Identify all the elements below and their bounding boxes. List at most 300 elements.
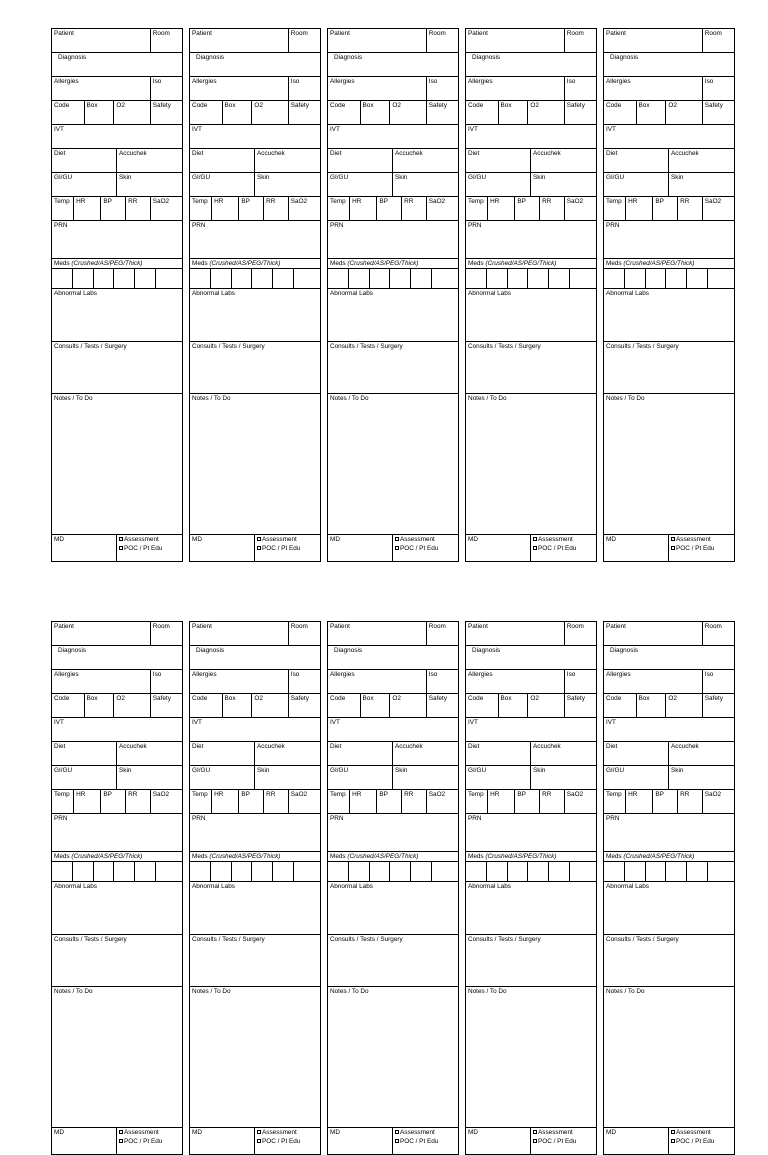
abnormal_labs-field[interactable] (190, 882, 320, 934)
patient-field[interactable] (604, 622, 703, 645)
checkbox-icon[interactable] (257, 1139, 261, 1143)
accuchek-field[interactable] (255, 742, 320, 765)
temp-field[interactable] (466, 197, 488, 220)
checkbox-icon[interactable] (119, 1139, 123, 1143)
o2-field[interactable] (252, 101, 288, 124)
notes-field[interactable] (466, 394, 596, 534)
med-box[interactable] (390, 862, 411, 881)
temp-field[interactable] (52, 790, 74, 813)
notes-field[interactable] (52, 987, 182, 1127)
assessment-option[interactable] (119, 1129, 180, 1137)
bp-field[interactable] (653, 197, 678, 220)
allergies-field[interactable] (328, 77, 427, 100)
med-box[interactable] (94, 269, 115, 288)
gigu-field[interactable] (52, 766, 117, 789)
sao2-field[interactable] (427, 197, 458, 220)
hr-field[interactable] (488, 197, 515, 220)
med-box[interactable] (156, 862, 182, 881)
temp-field[interactable] (328, 197, 350, 220)
rr-field[interactable] (126, 197, 151, 220)
abnormal_labs-field[interactable] (190, 289, 320, 341)
patient-field[interactable] (328, 29, 427, 52)
diagnosis-field[interactable] (466, 53, 596, 76)
med-box[interactable] (232, 862, 253, 881)
meds-label[interactable] (604, 852, 734, 861)
med-box[interactable] (604, 269, 625, 288)
med-box[interactable] (466, 862, 487, 881)
med-box[interactable] (370, 862, 391, 881)
bp-field[interactable] (515, 197, 540, 220)
rr-field[interactable] (678, 790, 703, 813)
patient-field[interactable] (190, 29, 289, 52)
safety-field[interactable] (427, 101, 458, 124)
med-box[interactable] (390, 269, 411, 288)
o2-field[interactable] (666, 694, 702, 717)
patient-card[interactable] (327, 28, 459, 562)
meds-label[interactable] (466, 259, 596, 268)
allergies-field[interactable] (466, 77, 565, 100)
temp-field[interactable] (190, 197, 212, 220)
skin-field[interactable] (393, 766, 458, 789)
med-box[interactable] (252, 269, 273, 288)
iso-field[interactable] (289, 77, 320, 100)
med-box[interactable] (528, 862, 549, 881)
code-field[interactable] (604, 694, 637, 717)
prn-field[interactable] (52, 221, 182, 258)
consults-field[interactable] (604, 342, 734, 393)
med-box[interactable] (370, 269, 391, 288)
diagnosis-field[interactable] (52, 646, 182, 669)
checkbox-icon[interactable] (533, 537, 537, 541)
prn-field[interactable] (328, 814, 458, 851)
safety-field[interactable] (289, 101, 320, 124)
med-box[interactable] (294, 862, 320, 881)
med-box[interactable] (687, 269, 708, 288)
o2-field[interactable] (114, 101, 150, 124)
med-box[interactable] (625, 269, 646, 288)
accuchek-field[interactable] (669, 149, 734, 172)
med-box[interactable] (211, 269, 232, 288)
hr-field[interactable] (626, 790, 653, 813)
patient-field[interactable] (52, 622, 151, 645)
safety-field[interactable] (565, 694, 596, 717)
md-field[interactable] (604, 1128, 669, 1154)
accuchek-field[interactable] (117, 742, 182, 765)
patient-field[interactable] (52, 29, 151, 52)
checkbox-icon[interactable] (395, 546, 399, 550)
checkbox-icon[interactable] (257, 1130, 261, 1134)
poc-option[interactable] (533, 1138, 594, 1146)
checkbox-icon[interactable] (257, 546, 261, 550)
md-checkboxes[interactable] (255, 1128, 320, 1154)
prn-field[interactable] (190, 221, 320, 258)
ivt-field[interactable] (604, 718, 734, 741)
checkbox-icon[interactable] (395, 1139, 399, 1143)
med-box[interactable] (604, 862, 625, 881)
abnormal_labs-field[interactable] (52, 289, 182, 341)
med-box[interactable] (687, 862, 708, 881)
sao2-field[interactable] (565, 197, 596, 220)
med-box[interactable] (232, 269, 253, 288)
poc-option[interactable] (257, 1138, 318, 1146)
md-field[interactable] (52, 1128, 117, 1154)
safety-field[interactable] (289, 694, 320, 717)
diagnosis-field[interactable] (328, 53, 458, 76)
diagnosis-field[interactable] (52, 53, 182, 76)
med-box[interactable] (273, 862, 294, 881)
poc-option[interactable] (395, 1138, 456, 1146)
ivt-field[interactable] (52, 125, 182, 148)
patient-field[interactable] (328, 622, 427, 645)
assessment-option[interactable] (533, 536, 594, 544)
assessment-option[interactable] (257, 536, 318, 544)
med-box[interactable] (273, 269, 294, 288)
med-box[interactable] (211, 862, 232, 881)
gigu-field[interactable] (190, 173, 255, 196)
prn-field[interactable] (604, 221, 734, 258)
sao2-field[interactable] (151, 790, 182, 813)
skin-field[interactable] (669, 766, 734, 789)
meds-label[interactable] (328, 852, 458, 861)
room-field[interactable] (565, 29, 596, 52)
room-field[interactable] (427, 29, 458, 52)
abnormal_labs-field[interactable] (604, 882, 734, 934)
ivt-field[interactable] (328, 125, 458, 148)
prn-field[interactable] (466, 814, 596, 851)
md-checkboxes[interactable] (393, 1128, 458, 1154)
consults-field[interactable] (466, 342, 596, 393)
patient-field[interactable] (190, 622, 289, 645)
checkbox-icon[interactable] (119, 546, 123, 550)
poc-option[interactable] (671, 1138, 732, 1146)
notes-field[interactable] (190, 394, 320, 534)
patient-card[interactable] (465, 28, 597, 562)
ivt-field[interactable] (604, 125, 734, 148)
code-field[interactable] (52, 101, 85, 124)
iso-field[interactable] (427, 670, 458, 693)
room-field[interactable] (289, 622, 320, 645)
md-field[interactable] (328, 1128, 393, 1154)
hr-field[interactable] (350, 790, 377, 813)
med-box[interactable] (73, 862, 94, 881)
rr-field[interactable] (264, 197, 289, 220)
consults-field[interactable] (328, 935, 458, 986)
iso-field[interactable] (565, 670, 596, 693)
o2-field[interactable] (666, 101, 702, 124)
gigu-field[interactable] (52, 173, 117, 196)
med-box[interactable] (666, 862, 687, 881)
room-field[interactable] (151, 622, 182, 645)
diagnosis-field[interactable] (328, 646, 458, 669)
gigu-field[interactable] (604, 173, 669, 196)
meds-label[interactable] (328, 259, 458, 268)
code-field[interactable] (190, 101, 223, 124)
assessment-option[interactable] (533, 1129, 594, 1137)
patient-field[interactable] (604, 29, 703, 52)
accuchek-field[interactable] (669, 742, 734, 765)
iso-field[interactable] (289, 670, 320, 693)
consults-field[interactable] (328, 342, 458, 393)
patient-card[interactable] (327, 621, 459, 1155)
notes-field[interactable] (328, 987, 458, 1127)
med-box[interactable] (432, 269, 458, 288)
patient-card[interactable] (189, 621, 321, 1155)
diagnosis-field[interactable] (604, 646, 734, 669)
med-box[interactable] (625, 862, 646, 881)
rr-field[interactable] (540, 790, 565, 813)
assessment-option[interactable] (395, 536, 456, 544)
room-field[interactable] (703, 622, 734, 645)
consults-field[interactable] (52, 342, 182, 393)
box-field[interactable] (85, 694, 115, 717)
assessment-option[interactable] (395, 1129, 456, 1137)
temp-field[interactable] (328, 790, 350, 813)
poc-option[interactable] (533, 545, 594, 553)
abnormal_labs-field[interactable] (466, 289, 596, 341)
hr-field[interactable] (626, 197, 653, 220)
sao2-field[interactable] (289, 197, 320, 220)
diagnosis-field[interactable] (466, 646, 596, 669)
temp-field[interactable] (604, 197, 626, 220)
meds-label[interactable] (190, 852, 320, 861)
md-field[interactable] (52, 535, 117, 561)
patient-card[interactable] (189, 28, 321, 562)
diet-field[interactable] (466, 149, 531, 172)
md-checkboxes[interactable] (531, 1128, 596, 1154)
abnormal_labs-field[interactable] (328, 882, 458, 934)
med-box[interactable] (666, 269, 687, 288)
hr-field[interactable] (212, 197, 239, 220)
accuchek-field[interactable] (531, 742, 596, 765)
skin-field[interactable] (117, 173, 182, 196)
safety-field[interactable] (703, 101, 734, 124)
gigu-field[interactable] (328, 173, 393, 196)
diagnosis-field[interactable] (190, 646, 320, 669)
hr-field[interactable] (488, 790, 515, 813)
allergies-field[interactable] (52, 77, 151, 100)
med-box[interactable] (135, 862, 156, 881)
o2-field[interactable] (390, 101, 426, 124)
checkbox-icon[interactable] (395, 1130, 399, 1134)
consults-field[interactable] (466, 935, 596, 986)
checkbox-icon[interactable] (671, 537, 675, 541)
assessment-option[interactable] (671, 536, 732, 544)
patient-field[interactable] (466, 622, 565, 645)
checkbox-icon[interactable] (119, 537, 123, 541)
code-field[interactable] (328, 694, 361, 717)
med-box[interactable] (252, 862, 273, 881)
safety-field[interactable] (565, 101, 596, 124)
med-box[interactable] (570, 269, 596, 288)
safety-field[interactable] (151, 694, 182, 717)
md-checkboxes[interactable] (117, 535, 182, 561)
sao2-field[interactable] (151, 197, 182, 220)
meds-label[interactable] (190, 259, 320, 268)
hr-field[interactable] (74, 197, 101, 220)
consults-field[interactable] (52, 935, 182, 986)
med-box[interactable] (114, 862, 135, 881)
checkbox-icon[interactable] (533, 1130, 537, 1134)
iso-field[interactable] (427, 77, 458, 100)
iso-field[interactable] (151, 670, 182, 693)
meds-label[interactable] (466, 852, 596, 861)
consults-field[interactable] (190, 935, 320, 986)
abnormal_labs-field[interactable] (466, 882, 596, 934)
patient-card[interactable] (465, 621, 597, 1155)
med-box[interactable] (411, 862, 432, 881)
med-box[interactable] (190, 269, 211, 288)
o2-field[interactable] (528, 101, 564, 124)
med-box[interactable] (135, 269, 156, 288)
med-box[interactable] (73, 269, 94, 288)
patient-card[interactable] (603, 621, 735, 1155)
o2-field[interactable] (390, 694, 426, 717)
med-box[interactable] (156, 269, 182, 288)
poc-option[interactable] (671, 545, 732, 553)
med-box[interactable] (549, 269, 570, 288)
rr-field[interactable] (402, 197, 427, 220)
hr-field[interactable] (350, 197, 377, 220)
poc-option[interactable] (119, 545, 180, 553)
patient-field[interactable] (466, 29, 565, 52)
patient-card[interactable] (51, 621, 183, 1155)
med-box[interactable] (508, 862, 529, 881)
prn-field[interactable] (604, 814, 734, 851)
allergies-field[interactable] (604, 77, 703, 100)
diet-field[interactable] (604, 149, 669, 172)
skin-field[interactable] (255, 766, 320, 789)
bp-field[interactable] (239, 197, 264, 220)
safety-field[interactable] (151, 101, 182, 124)
box-field[interactable] (637, 694, 667, 717)
checkbox-icon[interactable] (671, 1130, 675, 1134)
md-checkboxes[interactable] (117, 1128, 182, 1154)
hr-field[interactable] (74, 790, 101, 813)
notes-field[interactable] (52, 394, 182, 534)
diet-field[interactable] (604, 742, 669, 765)
med-box[interactable] (646, 862, 667, 881)
diet-field[interactable] (190, 742, 255, 765)
med-box[interactable] (190, 862, 211, 881)
rr-field[interactable] (678, 197, 703, 220)
diagnosis-field[interactable] (190, 53, 320, 76)
code-field[interactable] (466, 694, 499, 717)
ivt-field[interactable] (328, 718, 458, 741)
md-checkboxes[interactable] (669, 535, 734, 561)
bp-field[interactable] (653, 790, 678, 813)
rr-field[interactable] (264, 790, 289, 813)
box-field[interactable] (361, 694, 391, 717)
room-field[interactable] (703, 29, 734, 52)
sao2-field[interactable] (703, 790, 734, 813)
med-box[interactable] (646, 269, 667, 288)
md-field[interactable] (466, 535, 531, 561)
md-field[interactable] (328, 535, 393, 561)
diet-field[interactable] (328, 149, 393, 172)
ivt-field[interactable] (52, 718, 182, 741)
md-checkboxes[interactable] (531, 535, 596, 561)
abnormal_labs-field[interactable] (328, 289, 458, 341)
sao2-field[interactable] (427, 790, 458, 813)
allergies-field[interactable] (604, 670, 703, 693)
box-field[interactable] (85, 101, 115, 124)
diagnosis-field[interactable] (604, 53, 734, 76)
med-box[interactable] (94, 862, 115, 881)
checkbox-icon[interactable] (533, 1139, 537, 1143)
box-field[interactable] (499, 101, 529, 124)
box-field[interactable] (223, 694, 253, 717)
med-box[interactable] (328, 862, 349, 881)
checkbox-icon[interactable] (533, 546, 537, 550)
accuchek-field[interactable] (393, 742, 458, 765)
prn-field[interactable] (328, 221, 458, 258)
checkbox-icon[interactable] (257, 537, 261, 541)
rr-field[interactable] (126, 790, 151, 813)
md-field[interactable] (190, 1128, 255, 1154)
meds-label[interactable] (604, 259, 734, 268)
meds-label[interactable] (52, 852, 182, 861)
bp-field[interactable] (377, 197, 402, 220)
consults-field[interactable] (604, 935, 734, 986)
notes-field[interactable] (604, 394, 734, 534)
box-field[interactable] (223, 101, 253, 124)
allergies-field[interactable] (52, 670, 151, 693)
iso-field[interactable] (703, 670, 734, 693)
accuchek-field[interactable] (117, 149, 182, 172)
md-checkboxes[interactable] (393, 535, 458, 561)
med-box[interactable] (328, 269, 349, 288)
o2-field[interactable] (252, 694, 288, 717)
allergies-field[interactable] (466, 670, 565, 693)
abnormal_labs-field[interactable] (604, 289, 734, 341)
room-field[interactable] (289, 29, 320, 52)
o2-field[interactable] (114, 694, 150, 717)
temp-field[interactable] (604, 790, 626, 813)
code-field[interactable] (190, 694, 223, 717)
assessment-option[interactable] (119, 536, 180, 544)
consults-field[interactable] (190, 342, 320, 393)
iso-field[interactable] (565, 77, 596, 100)
skin-field[interactable] (393, 173, 458, 196)
bp-field[interactable] (101, 790, 126, 813)
poc-option[interactable] (395, 545, 456, 553)
bp-field[interactable] (239, 790, 264, 813)
med-box[interactable] (487, 269, 508, 288)
ivt-field[interactable] (466, 125, 596, 148)
med-box[interactable] (52, 269, 73, 288)
allergies-field[interactable] (190, 77, 289, 100)
gigu-field[interactable] (328, 766, 393, 789)
notes-field[interactable] (328, 394, 458, 534)
ivt-field[interactable] (466, 718, 596, 741)
accuchek-field[interactable] (255, 149, 320, 172)
med-box[interactable] (52, 862, 73, 881)
room-field[interactable] (151, 29, 182, 52)
med-box[interactable] (570, 862, 596, 881)
box-field[interactable] (637, 101, 667, 124)
patient-card[interactable] (603, 28, 735, 562)
meds-label[interactable] (52, 259, 182, 268)
med-box[interactable] (466, 269, 487, 288)
skin-field[interactable] (531, 173, 596, 196)
code-field[interactable] (328, 101, 361, 124)
med-box[interactable] (349, 269, 370, 288)
sao2-field[interactable] (703, 197, 734, 220)
safety-field[interactable] (703, 694, 734, 717)
iso-field[interactable] (703, 77, 734, 100)
allergies-field[interactable] (328, 670, 427, 693)
med-box[interactable] (294, 269, 320, 288)
